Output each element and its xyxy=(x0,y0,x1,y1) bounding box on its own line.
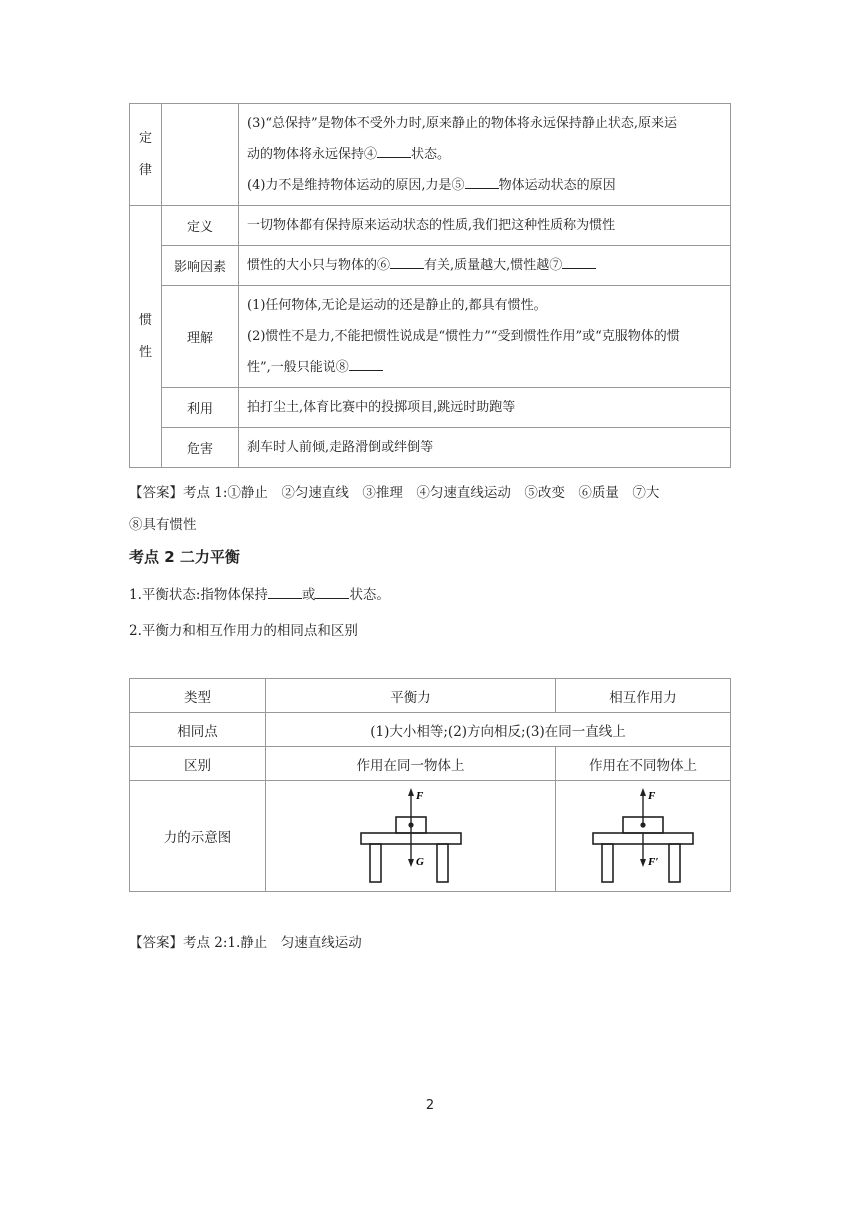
table-row-definition xyxy=(130,206,731,246)
section-title: 考点 2 二力平衡 xyxy=(129,548,240,566)
label-F: F xyxy=(648,790,656,802)
blank-5 xyxy=(465,174,499,189)
arrow-down-icon xyxy=(640,859,646,867)
row-label-use: 利用 xyxy=(162,388,239,428)
answer-2: 【答案】考点 2:1.静止 匀速直线运动 xyxy=(129,935,362,951)
item-2: 2.平衡力和相互作用力的相同点和区别 xyxy=(129,623,358,639)
inertia-label: 惯 性 xyxy=(130,206,162,468)
mutual-force-diagram xyxy=(588,786,698,886)
label-F-prime: F′ xyxy=(648,856,659,868)
blank-6 xyxy=(390,254,424,269)
table-row-law xyxy=(130,104,731,206)
diagram-label: 力的示意图 xyxy=(130,781,266,892)
arrow-up-icon xyxy=(408,788,414,796)
center-dot xyxy=(640,822,645,827)
law-label: 定 律 xyxy=(130,104,162,206)
item-1: 1.平衡状态:指物体保持 或 状态。 xyxy=(129,583,390,603)
table-header-row xyxy=(130,679,731,713)
balance-force-diagram xyxy=(356,786,466,886)
header-type: 类型 xyxy=(130,679,266,713)
label-F: F xyxy=(415,790,423,802)
answer-1: 【答案】考点 1:①静止 ②匀速直线 ③推理 ④匀速直线运动 ⑤改变 ⑥质量 ⑦大 ⑧具有惯性 xyxy=(129,485,660,533)
blank-b xyxy=(315,584,349,599)
table-leg-right xyxy=(437,844,448,882)
table-row-same xyxy=(130,713,731,747)
balance-diagram-cell xyxy=(266,781,556,892)
same-text: (1)大小相等;(2)方向相反;(3)在同一直线上 xyxy=(266,713,731,747)
header-balance: 平衡力 xyxy=(266,679,556,713)
table-leg-right xyxy=(669,844,680,882)
row-label-factors: 影响因素 xyxy=(162,246,239,286)
diff-mutual: 作用在不同物体上 xyxy=(556,747,731,781)
table-row-diagram xyxy=(130,781,731,892)
same-label: 相同点 xyxy=(130,713,266,747)
blank-7 xyxy=(562,254,596,269)
row-label-harm: 危害 xyxy=(162,428,239,468)
inertia-table xyxy=(129,103,731,468)
table-row-understanding xyxy=(130,286,731,388)
arrow-down-icon xyxy=(408,859,414,867)
table-leg-left xyxy=(370,844,381,882)
table-row-use xyxy=(130,388,731,428)
blank-4 xyxy=(377,143,411,158)
row-text-use: 拍打尘土,体育比赛中的投掷项目,跳远时助跑等 xyxy=(239,388,731,428)
table-row-diff xyxy=(130,747,731,781)
row-text-factors: 惯性的大小只与物体的⑥ 有关,质量越大,惯性越⑦ xyxy=(239,246,731,286)
label-G: G xyxy=(415,856,424,868)
mutual-diagram-cell xyxy=(556,781,731,892)
arrow-up-icon xyxy=(640,788,646,796)
blank-a xyxy=(268,584,302,599)
law-empty-cell xyxy=(162,104,239,206)
row-text-definition: 一切物体都有保持原来运动状态的性质,我们把这种性质称为惯性 xyxy=(239,206,731,246)
row-label-definition: 定义 xyxy=(162,206,239,246)
row-text-harm: 刹车时人前倾,走路滑倒或绊倒等 xyxy=(239,428,731,468)
diff-balance: 作用在同一物体上 xyxy=(266,747,556,781)
header-mutual: 相互作用力 xyxy=(556,679,731,713)
row-text-understanding: (1)任何物体,无论是运动的还是静止的,都具有惯性。 (2)惯性不是力,不能把惯性说成是“惯性力”“受到惯性作用”或“克服物体的惯 性”,一般只能说⑧ xyxy=(239,286,731,388)
table-row-factors xyxy=(130,246,731,286)
law-content: (3)“总保持”是物体不受外力时,原来静止的物体将永远保持静止状态,原来运 动的物体将永远保持④ 状态。 (4)力不是维持物体运动的原因,力是⑤ 物体运动状态的原因 xyxy=(239,104,731,206)
diff-label: 区别 xyxy=(130,747,266,781)
table-row-harm xyxy=(130,428,731,468)
center-dot xyxy=(408,822,413,827)
page-number: 2 xyxy=(425,1098,435,1113)
balance-table xyxy=(129,678,731,892)
row-label-understanding: 理解 xyxy=(162,286,239,388)
table-leg-left xyxy=(602,844,613,882)
blank-8 xyxy=(349,356,383,371)
